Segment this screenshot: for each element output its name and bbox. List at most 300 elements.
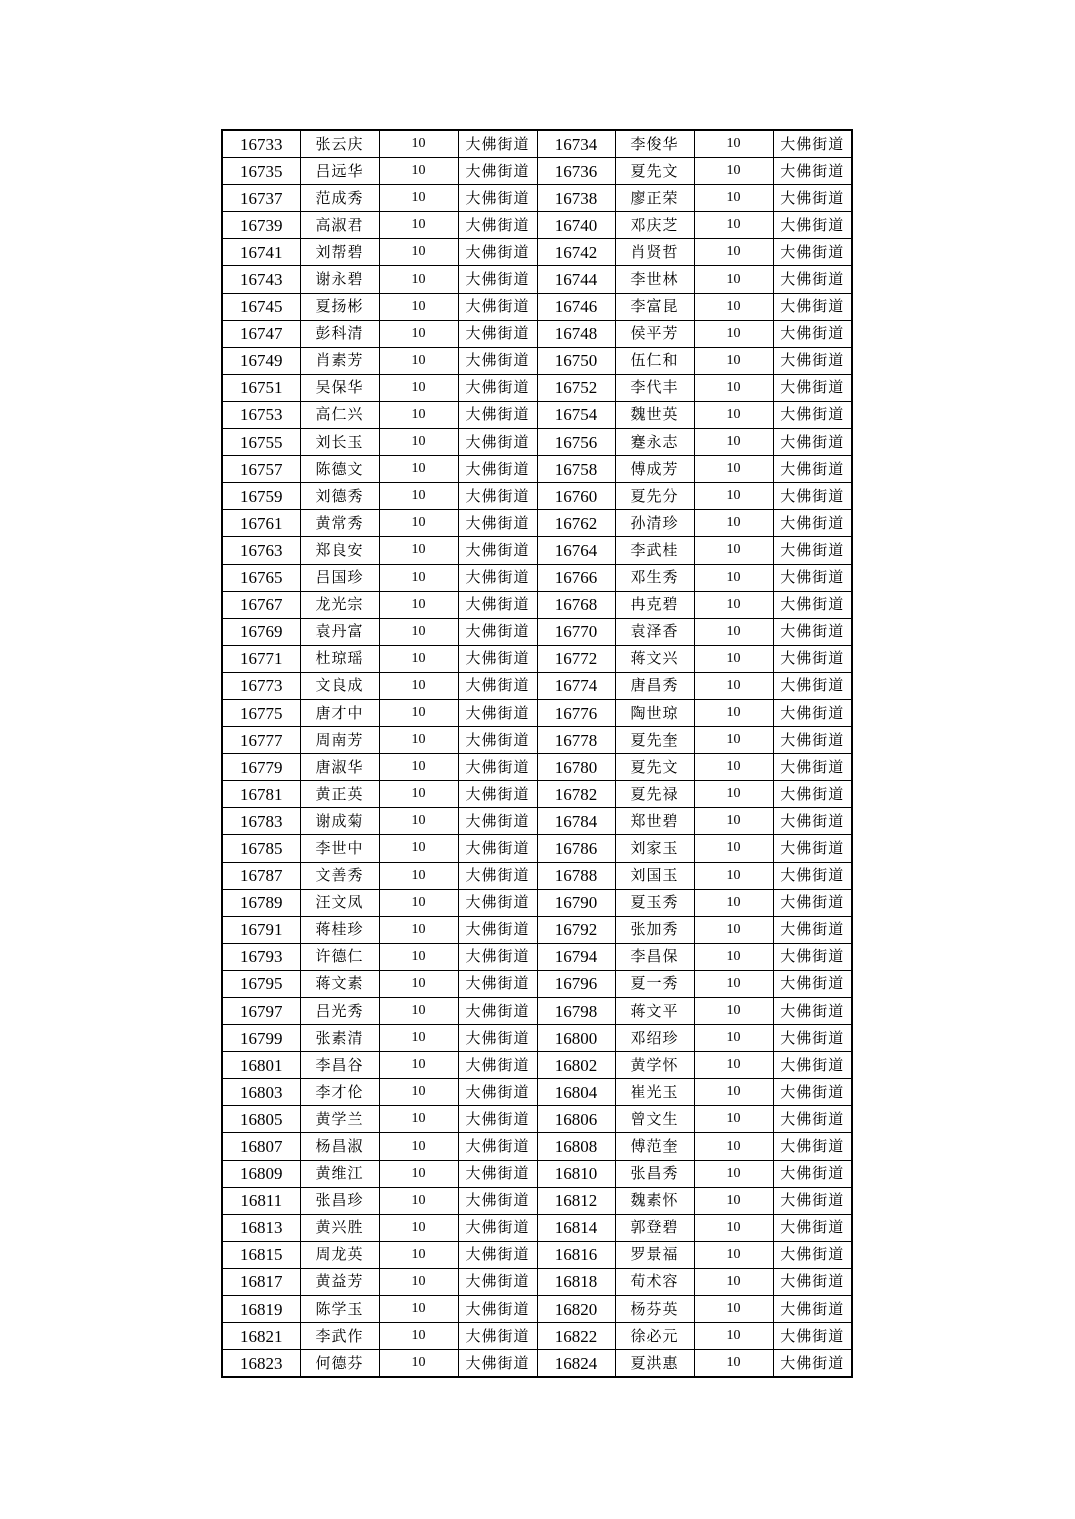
table-row (222, 212, 852, 239)
score-value-cell: 10 (694, 645, 773, 672)
person-name-cell: 孙清珍 (615, 510, 694, 537)
person-name-cell: 冉克碧 (615, 591, 694, 618)
record-number-cell: 16815 (222, 1241, 300, 1268)
person-name-cell: 廖正荣 (615, 185, 694, 212)
score-value-cell: 10 (694, 1025, 773, 1052)
score-value-cell: 10 (379, 754, 458, 781)
street-name-cell: 大佛街道 (773, 591, 852, 618)
person-name-cell: 李代丰 (615, 374, 694, 401)
record-number-cell: 16753 (222, 401, 300, 428)
score-value-cell: 10 (694, 537, 773, 564)
table-row (222, 1187, 852, 1214)
street-name-cell: 大佛街道 (458, 943, 537, 970)
score-value-cell: 10 (379, 1350, 458, 1378)
record-number-cell: 16810 (537, 1160, 615, 1187)
roster-body (222, 130, 852, 1377)
street-name-cell: 大佛街道 (773, 158, 852, 185)
record-number-cell: 16739 (222, 212, 300, 239)
score-value-cell: 10 (379, 1268, 458, 1295)
record-number-cell: 16740 (537, 212, 615, 239)
record-number-cell: 16747 (222, 320, 300, 347)
person-name-cell: 夏玉秀 (615, 889, 694, 916)
street-name-cell: 大佛街道 (458, 374, 537, 401)
street-name-cell: 大佛街道 (458, 1025, 537, 1052)
table-row (222, 1079, 852, 1106)
score-value-cell: 10 (379, 320, 458, 347)
street-name-cell: 大佛街道 (773, 916, 852, 943)
score-value-cell: 10 (694, 1106, 773, 1133)
score-value-cell: 10 (379, 537, 458, 564)
record-number-cell: 16799 (222, 1025, 300, 1052)
table-row (222, 429, 852, 456)
street-name-cell: 大佛街道 (773, 1133, 852, 1160)
table-row (222, 699, 852, 726)
score-value-cell: 10 (694, 401, 773, 428)
street-name-cell: 大佛街道 (773, 672, 852, 699)
street-name-cell: 大佛街道 (773, 1296, 852, 1323)
record-number-cell: 16817 (222, 1268, 300, 1295)
table-row (222, 1350, 852, 1378)
person-name-cell: 谢永碧 (300, 266, 379, 293)
person-name-cell: 吕远华 (300, 158, 379, 185)
person-name-cell: 文善秀 (300, 862, 379, 889)
record-number-cell: 16808 (537, 1133, 615, 1160)
person-name-cell: 张昌珍 (300, 1187, 379, 1214)
score-value-cell: 10 (694, 1268, 773, 1295)
person-name-cell: 夏先禄 (615, 781, 694, 808)
person-name-cell: 夏先奎 (615, 727, 694, 754)
score-value-cell: 10 (379, 1160, 458, 1187)
score-value-cell: 10 (694, 510, 773, 537)
record-number-cell: 16820 (537, 1296, 615, 1323)
person-name-cell: 荀术容 (615, 1268, 694, 1295)
table-row (222, 591, 852, 618)
street-name-cell: 大佛街道 (773, 537, 852, 564)
record-number-cell: 16796 (537, 970, 615, 997)
street-name-cell: 大佛街道 (773, 970, 852, 997)
score-value-cell: 10 (379, 1025, 458, 1052)
table-row (222, 1214, 852, 1241)
person-name-cell: 周南芳 (300, 727, 379, 754)
record-number-cell: 16752 (537, 374, 615, 401)
street-name-cell: 大佛街道 (773, 347, 852, 374)
score-value-cell: 10 (379, 889, 458, 916)
street-name-cell: 大佛街道 (458, 1350, 537, 1378)
table-row (222, 1241, 852, 1268)
street-name-cell: 大佛街道 (773, 754, 852, 781)
score-value-cell: 10 (694, 1052, 773, 1079)
street-name-cell: 大佛街道 (773, 1323, 852, 1350)
record-number-cell: 16822 (537, 1323, 615, 1350)
score-value-cell: 10 (379, 781, 458, 808)
person-name-cell: 傅范奎 (615, 1133, 694, 1160)
record-number-cell: 16801 (222, 1052, 300, 1079)
person-name-cell: 郭登碧 (615, 1214, 694, 1241)
score-value-cell: 10 (379, 1296, 458, 1323)
table-row (222, 537, 852, 564)
record-number-cell: 16737 (222, 185, 300, 212)
record-number-cell: 16785 (222, 835, 300, 862)
record-number-cell: 16772 (537, 645, 615, 672)
table-row (222, 916, 852, 943)
score-value-cell: 10 (379, 185, 458, 212)
score-value-cell: 10 (379, 374, 458, 401)
score-value-cell: 10 (694, 1214, 773, 1241)
table-row (222, 483, 852, 510)
person-name-cell: 蒋文素 (300, 970, 379, 997)
table-row (222, 320, 852, 347)
person-name-cell: 邓绍珍 (615, 1025, 694, 1052)
record-number-cell: 16805 (222, 1106, 300, 1133)
score-value-cell: 10 (694, 1133, 773, 1160)
person-name-cell: 夏先文 (615, 158, 694, 185)
score-value-cell: 10 (694, 564, 773, 591)
score-value-cell: 10 (694, 1350, 773, 1378)
score-value-cell: 10 (694, 998, 773, 1025)
person-name-cell: 黄正英 (300, 781, 379, 808)
score-value-cell: 10 (379, 835, 458, 862)
person-name-cell: 魏素怀 (615, 1187, 694, 1214)
record-number-cell: 16763 (222, 537, 300, 564)
record-number-cell: 16775 (222, 699, 300, 726)
score-value-cell: 10 (379, 130, 458, 158)
record-number-cell: 16814 (537, 1214, 615, 1241)
record-number-cell: 16786 (537, 835, 615, 862)
record-number-cell: 16762 (537, 510, 615, 537)
street-name-cell: 大佛街道 (458, 537, 537, 564)
table-row (222, 564, 852, 591)
score-value-cell: 10 (694, 943, 773, 970)
person-name-cell: 许德仁 (300, 943, 379, 970)
table-row (222, 754, 852, 781)
person-name-cell: 侯平芳 (615, 320, 694, 347)
person-name-cell: 张昌秀 (615, 1160, 694, 1187)
person-name-cell: 陶世琼 (615, 699, 694, 726)
table-row (222, 456, 852, 483)
table-row (222, 727, 852, 754)
record-number-cell: 16748 (537, 320, 615, 347)
table-row (222, 998, 852, 1025)
record-number-cell: 16803 (222, 1079, 300, 1106)
score-value-cell: 10 (379, 239, 458, 266)
score-value-cell: 10 (694, 618, 773, 645)
street-name-cell: 大佛街道 (458, 320, 537, 347)
record-number-cell: 16794 (537, 943, 615, 970)
score-value-cell: 10 (694, 970, 773, 997)
street-name-cell: 大佛街道 (773, 239, 852, 266)
score-value-cell: 10 (379, 727, 458, 754)
record-number-cell: 16797 (222, 998, 300, 1025)
score-value-cell: 10 (694, 212, 773, 239)
street-name-cell: 大佛街道 (458, 970, 537, 997)
table-row (222, 401, 852, 428)
score-value-cell: 10 (379, 158, 458, 185)
person-name-cell: 高淑君 (300, 212, 379, 239)
person-name-cell: 刘家玉 (615, 835, 694, 862)
street-name-cell: 大佛街道 (458, 1214, 537, 1241)
record-number-cell: 16742 (537, 239, 615, 266)
score-value-cell: 10 (379, 943, 458, 970)
person-name-cell: 高仁兴 (300, 401, 379, 428)
person-name-cell: 夏先文 (615, 754, 694, 781)
street-name-cell: 大佛街道 (773, 835, 852, 862)
street-name-cell: 大佛街道 (458, 564, 537, 591)
record-number-cell: 16812 (537, 1187, 615, 1214)
record-number-cell: 16751 (222, 374, 300, 401)
table-row (222, 158, 852, 185)
record-number-cell: 16735 (222, 158, 300, 185)
record-number-cell: 16789 (222, 889, 300, 916)
street-name-cell: 大佛街道 (773, 1052, 852, 1079)
record-number-cell: 16733 (222, 130, 300, 158)
record-number-cell: 16756 (537, 429, 615, 456)
street-name-cell: 大佛街道 (773, 1214, 852, 1241)
score-value-cell: 10 (379, 429, 458, 456)
record-number-cell: 16757 (222, 456, 300, 483)
street-name-cell: 大佛街道 (773, 889, 852, 916)
table-row (222, 618, 852, 645)
person-name-cell: 唐淑华 (300, 754, 379, 781)
street-name-cell: 大佛街道 (773, 862, 852, 889)
street-name-cell: 大佛街道 (458, 429, 537, 456)
street-name-cell: 大佛街道 (458, 1133, 537, 1160)
score-value-cell: 10 (379, 699, 458, 726)
person-name-cell: 黄兴胜 (300, 1214, 379, 1241)
person-name-cell: 周龙英 (300, 1241, 379, 1268)
street-name-cell: 大佛街道 (458, 727, 537, 754)
street-name-cell: 大佛街道 (458, 672, 537, 699)
record-number-cell: 16777 (222, 727, 300, 754)
record-number-cell: 16791 (222, 916, 300, 943)
record-number-cell: 16800 (537, 1025, 615, 1052)
record-number-cell: 16771 (222, 645, 300, 672)
record-number-cell: 16773 (222, 672, 300, 699)
score-value-cell: 10 (379, 618, 458, 645)
person-name-cell: 汪文凤 (300, 889, 379, 916)
street-name-cell: 大佛街道 (458, 401, 537, 428)
person-name-cell: 李昌谷 (300, 1052, 379, 1079)
table-row (222, 1268, 852, 1295)
record-number-cell: 16761 (222, 510, 300, 537)
person-name-cell: 袁丹富 (300, 618, 379, 645)
person-name-cell: 李才伦 (300, 1079, 379, 1106)
person-name-cell: 彭科清 (300, 320, 379, 347)
record-number-cell: 16811 (222, 1187, 300, 1214)
table-row (222, 185, 852, 212)
score-value-cell: 10 (694, 320, 773, 347)
street-name-cell: 大佛街道 (773, 781, 852, 808)
record-number-cell: 16765 (222, 564, 300, 591)
person-name-cell: 黄学怀 (615, 1052, 694, 1079)
record-number-cell: 16806 (537, 1106, 615, 1133)
person-name-cell: 吕国珍 (300, 564, 379, 591)
street-name-cell: 大佛街道 (773, 266, 852, 293)
table-row (222, 1296, 852, 1323)
person-name-cell: 李武作 (300, 1323, 379, 1350)
score-value-cell: 10 (694, 1296, 773, 1323)
score-value-cell: 10 (694, 130, 773, 158)
record-number-cell: 16781 (222, 781, 300, 808)
street-name-cell: 大佛街道 (458, 618, 537, 645)
record-number-cell: 16770 (537, 618, 615, 645)
street-name-cell: 大佛街道 (458, 266, 537, 293)
score-value-cell: 10 (379, 1106, 458, 1133)
person-name-cell: 杜琼瑶 (300, 645, 379, 672)
record-number-cell: 16798 (537, 998, 615, 1025)
record-number-cell: 16760 (537, 483, 615, 510)
table-row (222, 672, 852, 699)
street-name-cell: 大佛街道 (773, 808, 852, 835)
score-value-cell: 10 (379, 1241, 458, 1268)
street-name-cell: 大佛街道 (458, 998, 537, 1025)
person-name-cell: 李富昆 (615, 293, 694, 320)
score-value-cell: 10 (379, 1133, 458, 1160)
record-number-cell: 16750 (537, 347, 615, 374)
person-name-cell: 刘长玉 (300, 429, 379, 456)
person-name-cell: 郑世碧 (615, 808, 694, 835)
street-name-cell: 大佛街道 (458, 916, 537, 943)
street-name-cell: 大佛街道 (458, 483, 537, 510)
table-row (222, 374, 852, 401)
person-name-cell: 杨昌淑 (300, 1133, 379, 1160)
person-name-cell: 蒋文平 (615, 998, 694, 1025)
street-name-cell: 大佛街道 (773, 1079, 852, 1106)
person-name-cell: 傅成芳 (615, 456, 694, 483)
person-name-cell: 张云庆 (300, 130, 379, 158)
score-value-cell: 10 (379, 1052, 458, 1079)
person-name-cell: 李俊华 (615, 130, 694, 158)
person-name-cell: 何德芬 (300, 1350, 379, 1378)
record-number-cell: 16824 (537, 1350, 615, 1378)
record-number-cell: 16734 (537, 130, 615, 158)
street-name-cell: 大佛街道 (458, 456, 537, 483)
record-number-cell: 16741 (222, 239, 300, 266)
person-name-cell: 蒋桂珍 (300, 916, 379, 943)
record-number-cell: 16780 (537, 754, 615, 781)
street-name-cell: 大佛街道 (458, 645, 537, 672)
street-name-cell: 大佛街道 (458, 212, 537, 239)
score-value-cell: 10 (694, 699, 773, 726)
record-number-cell: 16768 (537, 591, 615, 618)
record-number-cell: 16792 (537, 916, 615, 943)
score-value-cell: 10 (694, 1323, 773, 1350)
table-row (222, 645, 852, 672)
table-row (222, 347, 852, 374)
person-name-cell: 夏洪惠 (615, 1350, 694, 1378)
person-name-cell: 肖贤哲 (615, 239, 694, 266)
record-number-cell: 16778 (537, 727, 615, 754)
score-value-cell: 10 (379, 212, 458, 239)
street-name-cell: 大佛街道 (773, 564, 852, 591)
score-value-cell: 10 (694, 835, 773, 862)
street-name-cell: 大佛街道 (458, 1106, 537, 1133)
street-name-cell: 大佛街道 (458, 1160, 537, 1187)
street-name-cell: 大佛街道 (773, 1025, 852, 1052)
person-name-cell: 刘德秀 (300, 483, 379, 510)
table-row (222, 970, 852, 997)
score-value-cell: 10 (694, 781, 773, 808)
score-value-cell: 10 (694, 185, 773, 212)
table-row (222, 510, 852, 537)
table-row (222, 1106, 852, 1133)
record-number-cell: 16758 (537, 456, 615, 483)
person-name-cell: 李世林 (615, 266, 694, 293)
person-name-cell: 肖素芳 (300, 347, 379, 374)
score-value-cell: 10 (379, 347, 458, 374)
score-value-cell: 10 (694, 374, 773, 401)
score-value-cell: 10 (694, 808, 773, 835)
person-name-cell: 蹇永志 (615, 429, 694, 456)
record-number-cell: 16755 (222, 429, 300, 456)
score-value-cell: 10 (379, 293, 458, 320)
street-name-cell: 大佛街道 (773, 1350, 852, 1378)
person-name-cell: 黄维江 (300, 1160, 379, 1187)
person-name-cell: 黄常秀 (300, 510, 379, 537)
record-number-cell: 16809 (222, 1160, 300, 1187)
table-row (222, 889, 852, 916)
person-name-cell: 李武桂 (615, 537, 694, 564)
record-number-cell: 16745 (222, 293, 300, 320)
record-number-cell: 16787 (222, 862, 300, 889)
person-name-cell: 魏世英 (615, 401, 694, 428)
table-row (222, 1052, 852, 1079)
street-name-cell: 大佛街道 (773, 429, 852, 456)
score-value-cell: 10 (694, 293, 773, 320)
street-name-cell: 大佛街道 (458, 185, 537, 212)
record-number-cell: 16776 (537, 699, 615, 726)
score-value-cell: 10 (379, 456, 458, 483)
score-value-cell: 10 (379, 1323, 458, 1350)
record-number-cell: 16746 (537, 293, 615, 320)
person-name-cell: 吕光秀 (300, 998, 379, 1025)
score-value-cell: 10 (694, 266, 773, 293)
person-name-cell: 夏先分 (615, 483, 694, 510)
record-number-cell: 16788 (537, 862, 615, 889)
score-value-cell: 10 (379, 998, 458, 1025)
table-row (222, 781, 852, 808)
score-value-cell: 10 (694, 483, 773, 510)
person-name-cell: 夏扬彬 (300, 293, 379, 320)
street-name-cell: 大佛街道 (458, 510, 537, 537)
street-name-cell: 大佛街道 (458, 862, 537, 889)
score-value-cell: 10 (379, 916, 458, 943)
street-name-cell: 大佛街道 (458, 835, 537, 862)
street-name-cell: 大佛街道 (773, 483, 852, 510)
person-name-cell: 杨芬英 (615, 1296, 694, 1323)
street-name-cell: 大佛街道 (458, 158, 537, 185)
record-number-cell: 16783 (222, 808, 300, 835)
street-name-cell: 大佛街道 (773, 212, 852, 239)
street-name-cell: 大佛街道 (773, 1268, 852, 1295)
person-name-cell: 唐昌秀 (615, 672, 694, 699)
table-row (222, 130, 852, 158)
score-value-cell: 10 (694, 239, 773, 266)
record-number-cell: 16736 (537, 158, 615, 185)
person-name-cell: 蒋文兴 (615, 645, 694, 672)
person-name-cell: 刘帮碧 (300, 239, 379, 266)
score-value-cell: 10 (379, 672, 458, 699)
score-value-cell: 10 (694, 889, 773, 916)
table-row (222, 862, 852, 889)
record-number-cell: 16807 (222, 1133, 300, 1160)
table-row (222, 1025, 852, 1052)
person-name-cell: 张素清 (300, 1025, 379, 1052)
person-name-cell: 袁泽香 (615, 618, 694, 645)
street-name-cell: 大佛街道 (773, 727, 852, 754)
person-name-cell: 范成秀 (300, 185, 379, 212)
street-name-cell: 大佛街道 (773, 943, 852, 970)
street-name-cell: 大佛街道 (773, 401, 852, 428)
